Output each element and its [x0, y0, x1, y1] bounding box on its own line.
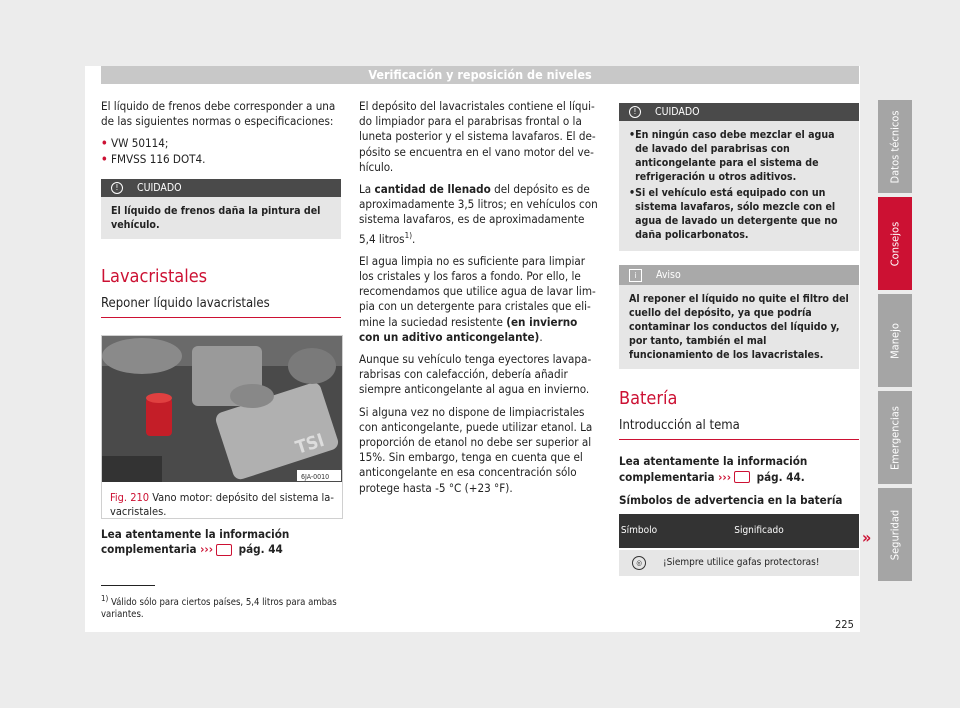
- tab-manejo[interactable]: Manejo: [878, 294, 912, 387]
- symbols-table: [619, 514, 859, 576]
- list-item: • Si el vehículo está equipado con un sistema lavafaros, sólo mezcle con el agua de lavado un detergente que no daña policarbonatos.: [629, 187, 838, 241]
- table-title: Símbolos de advertencia en la batería: [619, 492, 843, 507]
- column-2: El depósito del lavacristales contiene el líquido limpiador para el parabrisas frontal o la luneta posterior y el sistema lavafaros. El depósito se encuentra en el vano motor del vehículo. La cantidad de llenado del depósito es de aproximadamente 3,5 litros; en vehículos con sistema lavafaros, es de aproximadamente 5,4 litros$^{1)}$. El agua limpia no es suficiente para limpiar los cristales y los faros a fondo. Por ello, le recomendamos que utilice agua de lavar limpia con un detergente para cristales que elimine la suciedad resistente (en invierno con un aditivo anticongelante). Aunque su vehículo tenga eyectores lavaparabrisas con calefacción, debería añadir siempre anticongelante al agua en invierno. Si alguna vez no dispone de limpiacristales con anticongelante, puede utilizar etanol. La proporción de etanol no debe ser superior al 15%. Sin embargo, tenga en cuenta que el anticongelante en esa concentración sólo protege hasta -5 °C (+23 °F).: [359, 99, 601, 503]
- page-ref-link[interactable]: pág. 44: [238, 542, 283, 557]
- table-header: Símbolo Significado: [619, 514, 859, 549]
- tab-datos-tecnicos[interactable]: Datos técnicos: [878, 100, 912, 193]
- list-item: • FMVSS 116 DOT4.: [101, 151, 206, 166]
- svg-text:TSI: TSI: [293, 429, 327, 459]
- section-title: Batería: [619, 388, 678, 409]
- book-ref-icon: [734, 471, 750, 483]
- goggles-icon: ◎: [632, 556, 646, 570]
- tab-seguridad[interactable]: Seguridad: [878, 488, 912, 581]
- notice-box: i Aviso Al reponer el líquido no quite el filtro del cuello del depósito, ya que podría contaminar los conductos del líquido y, por tanto, también el mal funcionamiento de los lavacristales.: [619, 265, 859, 369]
- subsection-title: Introducción al tema: [619, 418, 859, 440]
- subsection-title: Reponer líquido lavacristales: [101, 296, 341, 318]
- read-note-1: Lea atentamente la información complementaria ››› pág. 44: [101, 527, 290, 557]
- page-ref-link[interactable]: pág. 44.: [756, 469, 805, 484]
- brake-fluid-intro: El líquido de frenos debe corresponder a una de las siguientes normas o especificaciones:: [101, 99, 336, 129]
- page-number: 225: [835, 618, 854, 631]
- read-note-2: Lea atentamente la información complementaria ››› pág. 44.: [619, 454, 808, 484]
- page-header: Verificación y reposición de niveles: [101, 66, 859, 84]
- list-item: • En ningún caso debe mezclar el agua de lavado del parabrisas con anticongelante para el sistema de refrigeración u otros aditivos.: [629, 129, 835, 183]
- table-row: ◎ ¡Siempre utilice gafas protectoras!: [619, 549, 859, 576]
- engine-photo: [102, 336, 342, 482]
- book-ref-icon: [216, 544, 232, 556]
- tab-emergencias[interactable]: Emergencias: [878, 391, 912, 484]
- figure-caption: Fig. 210 Vano motor: depósito del sistema lavacristales.: [110, 491, 334, 518]
- info-icon: i: [629, 269, 642, 282]
- continue-mark: »: [862, 528, 872, 547]
- column-3: [619, 103, 859, 576]
- footnote-rule: [101, 585, 155, 586]
- warning-icon: !: [629, 106, 641, 118]
- fill-quantity: La cantidad de llenado del depósito es de aproximadamente 3,5 litros; en vehículos con sistema lavafaros, es de aproximadamente 5,4 litros$^{1)}$.: [359, 182, 598, 246]
- engine-figure: [101, 335, 343, 519]
- footnote: $^{1)}$ Válido sólo para ciertos países, 5,4 litros para ambas variantes.: [101, 594, 337, 621]
- caution-box: ! CUIDADO El líquido de frenos daña la pintura del vehículo.: [101, 179, 341, 239]
- caution-box: ! CUIDADO • En ningún caso debe mezclar el agua de lavado del parabrisas con anticongelante para el sistema de refrigeración u otros aditivos. • Si el vehículo está equipado con un sistema lavafaros, sólo mezcle con el agua de lavado un detergente que no daña policarbonatos.: [619, 103, 859, 251]
- warning-icon: !: [111, 182, 123, 194]
- list-item: • VW 50114;: [101, 136, 169, 151]
- column-1: [101, 99, 341, 318]
- section-title: Lavacristales: [101, 265, 208, 287]
- figure-code: 6JA-0010: [301, 473, 330, 481]
- tab-consejos[interactable]: Consejos: [878, 197, 912, 290]
